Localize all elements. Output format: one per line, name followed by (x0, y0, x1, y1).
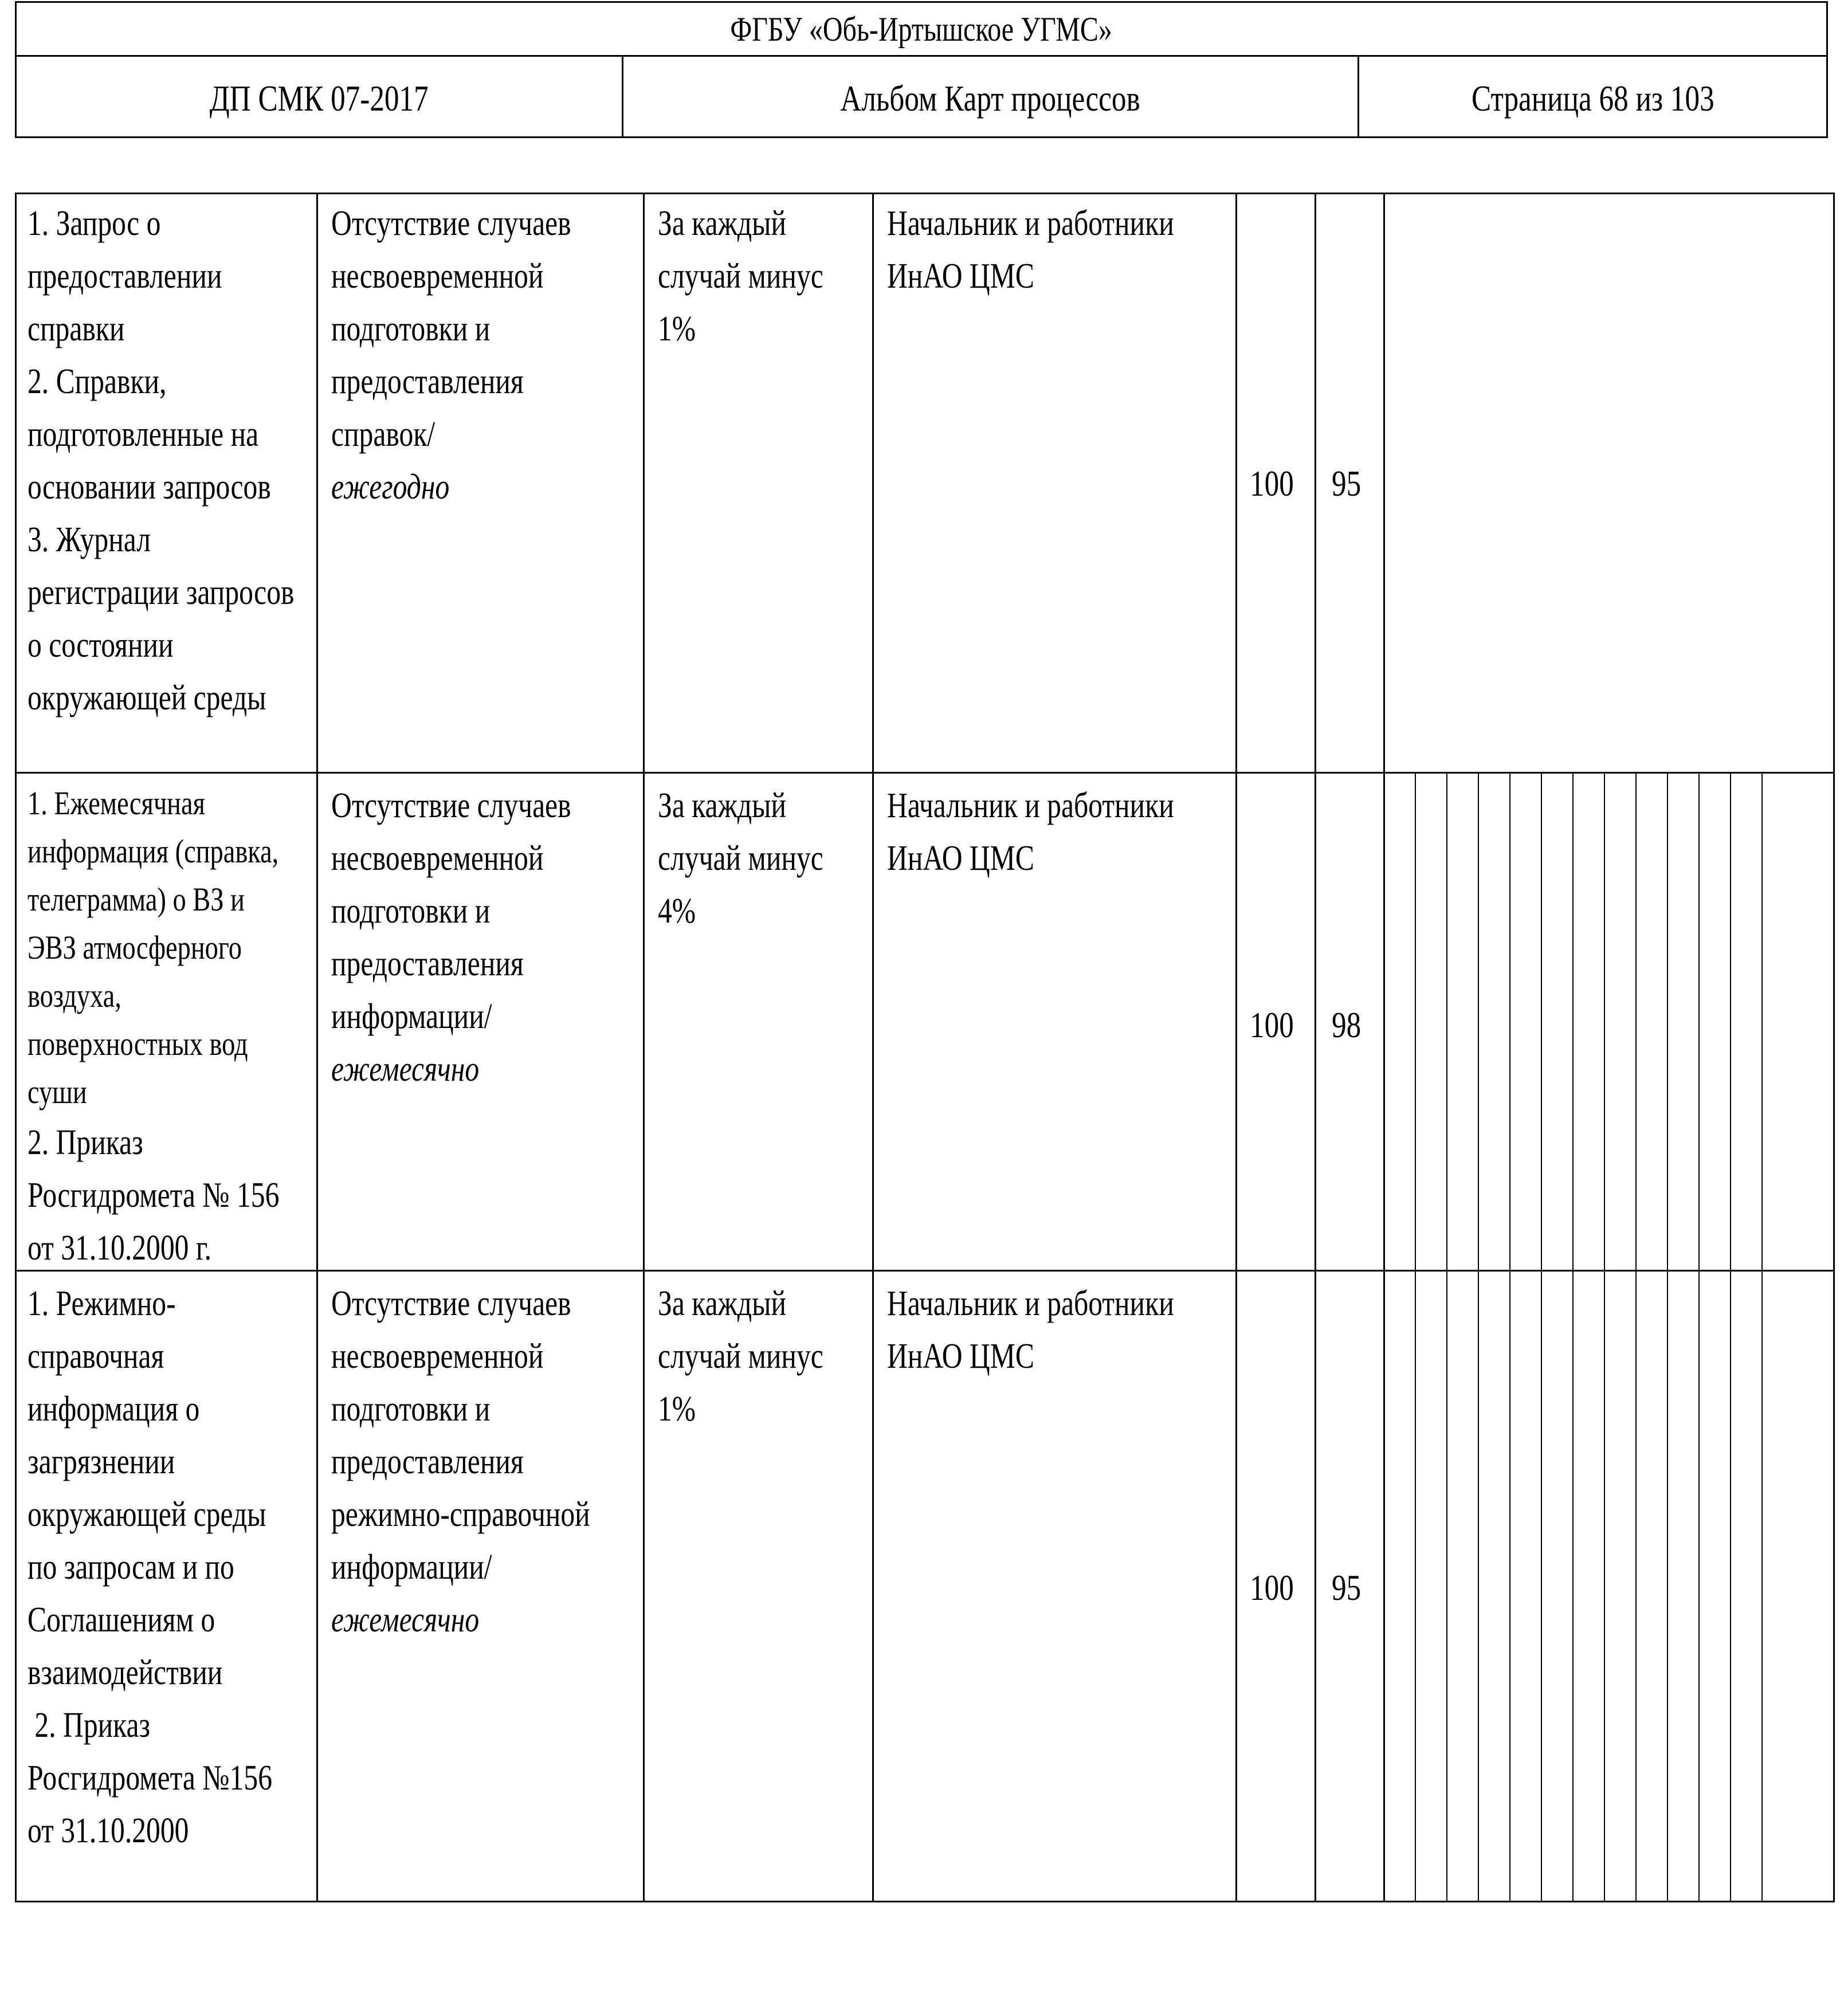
row-1-responsible: Начальник и работники ИнАО ЦМС (887, 204, 1174, 296)
column-divider (15, 193, 17, 1902)
row-3-responsible: Начальник и работники ИнАО ЦМС (887, 1284, 1174, 1376)
column-divider (1235, 193, 1237, 1902)
doc-title: Альбом Карт процессов (840, 78, 1141, 119)
row-1-criterion: Отсутствие случаев несвоевременной подготовки и предоставления справок/ ежегодно (331, 197, 631, 513)
page-info-cell (1359, 57, 1826, 138)
month-divider (1698, 772, 1700, 1902)
month-divider (1572, 772, 1574, 1902)
row-2-inputs: 1. Ежемесячная информация (справка, телеграмма) о ВЗ и ЭВЗ атмосферного воздуха, поверхностных вод суши 2. Приказ Росгидромета № 156 от 31.10.2000 г. (28, 784, 280, 1268)
month-divider (1509, 772, 1510, 1902)
month-divider (1415, 772, 1416, 1902)
table-border (15, 193, 1835, 194)
month-divider (1635, 772, 1637, 1902)
doc-code-cell (17, 57, 622, 138)
doc-code: ДП СМК 07-2017 (210, 78, 429, 119)
month-divider (1541, 772, 1542, 1902)
document-header (15, 1, 1828, 138)
row-2-criterion: Отсутствие случаев несвоевременной подготовки и предоставления информации/ ежемесячно (331, 779, 631, 1096)
row-1-penalty: За каждый случай минус 1% (658, 204, 823, 348)
column-divider (1383, 193, 1385, 1902)
table-border (15, 1901, 1835, 1902)
row-1-target: 100 (1250, 463, 1294, 504)
row-1-inputs: 1. Запрос о предоставлении справки 2. Справки, подготовленные на основании запросов 3. Журнал регистрации запросов о состоянии окружающей среды (28, 204, 295, 717)
page-info: Страница 68 из 103 (1471, 78, 1714, 119)
row-3-period: ежемесячно (331, 1600, 480, 1639)
month-divider (1604, 772, 1605, 1902)
row-3-inputs: 1. Режимно- справочная информация о загрязнении окружающей среды по запросам и по Соглашениям о взаимодействии 2. Приказ Росгидромета №156 от 31.10.2000 (28, 1284, 273, 1850)
month-divider (1478, 772, 1479, 1902)
row-1-threshold: 95 (1332, 463, 1362, 504)
organization-name: ФГБУ «Обь-Иртышское УГМС» (730, 10, 1113, 48)
month-divider (1446, 772, 1447, 1902)
process-table (15, 193, 1835, 1902)
column-divider (872, 193, 874, 1902)
doc-title-cell (623, 57, 1357, 138)
month-divider (1761, 772, 1763, 1902)
row-3-threshold: 95 (1332, 1567, 1362, 1608)
row-2-threshold: 98 (1332, 1004, 1362, 1045)
table-border (1833, 193, 1835, 1902)
row-3-criterion: Отсутствие случаев несвоевременной подготовки и предоставления режимно-справочной информации/ ежемесячно (331, 1277, 655, 1646)
column-divider (1315, 193, 1316, 1902)
row-3-penalty: За каждый случай минус 1% (658, 1284, 823, 1429)
row-2-penalty: За каждый случай минус 4% (658, 786, 823, 931)
month-divider (1667, 772, 1668, 1902)
row-2-responsible: Начальник и работники ИнАО ЦМС (887, 786, 1174, 878)
month-divider (1730, 772, 1731, 1902)
organization-row (17, 3, 1826, 57)
row-divider (15, 772, 1835, 774)
row-1-period: ежегодно (331, 468, 450, 507)
row-3-target: 100 (1250, 1567, 1294, 1608)
row-2-period: ежемесячно (331, 1050, 480, 1089)
row-2-target: 100 (1250, 1004, 1294, 1045)
